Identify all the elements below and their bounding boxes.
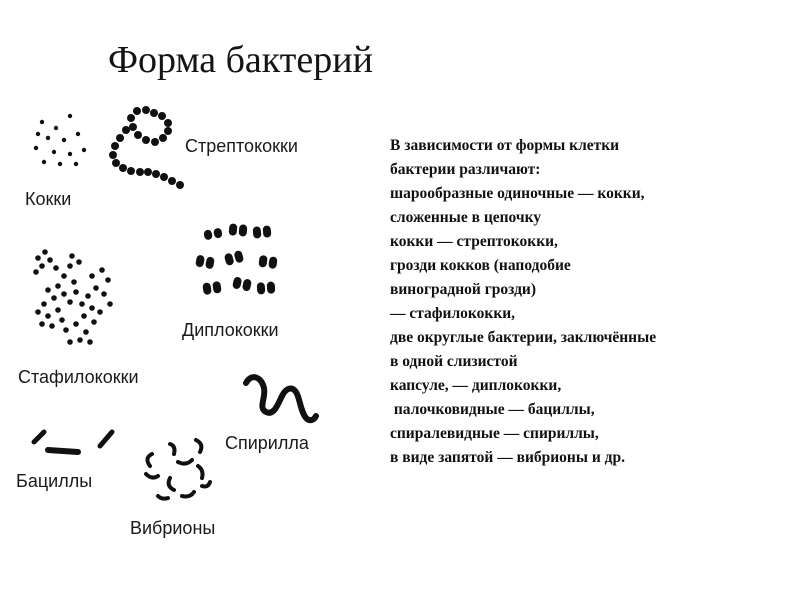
description-line: виноградной грозди)	[390, 281, 537, 298]
description-line: кокки — стрептококки,	[390, 233, 558, 250]
label-diplococci: Диплококки	[182, 320, 279, 340]
label-spirilla: Спирилла	[225, 433, 309, 453]
description-line: — стафилококки,	[390, 305, 516, 322]
staphylococci-drawing	[33, 249, 113, 345]
description-line: в виде запятой — вибрионы и др.	[390, 449, 625, 466]
description-line: в одной слизистой	[390, 353, 518, 370]
description-text	[390, 134, 790, 470]
description-line: палочковидные — бациллы,	[390, 401, 595, 418]
cocci-drawing	[34, 114, 86, 166]
description-line: В зависимости от формы клетки	[390, 137, 620, 154]
spirilla-drawing	[246, 377, 316, 420]
vibrios-drawing	[146, 440, 210, 499]
label-bacilli: Бациллы	[16, 471, 93, 491]
label-staphylococci: Стафилококки	[18, 367, 139, 387]
streptococci-drawing	[109, 106, 184, 189]
description-line: сложенные в цепочку	[390, 209, 542, 226]
description-line: бактерии различают:	[390, 161, 541, 178]
description-line: грозди кокков (наподобие	[390, 257, 571, 274]
label-vibrios: Вибрионы	[130, 518, 216, 538]
description-line: две округлые бактерии, заключённые	[390, 329, 657, 346]
description-line: спиралевидные — спириллы,	[390, 425, 599, 442]
label-streptococci: Стрептококки	[185, 136, 298, 156]
page-title: Форма бактерий	[108, 39, 373, 81]
bacilli-drawing	[34, 432, 112, 452]
diplococci-drawing	[195, 223, 278, 295]
label-cocci: Кокки	[25, 189, 72, 209]
description-line: шарообразные одиночные — кокки,	[390, 185, 645, 202]
bacteria-illustration	[0, 0, 380, 600]
description-line: капсуле, — диплококки,	[390, 377, 562, 394]
